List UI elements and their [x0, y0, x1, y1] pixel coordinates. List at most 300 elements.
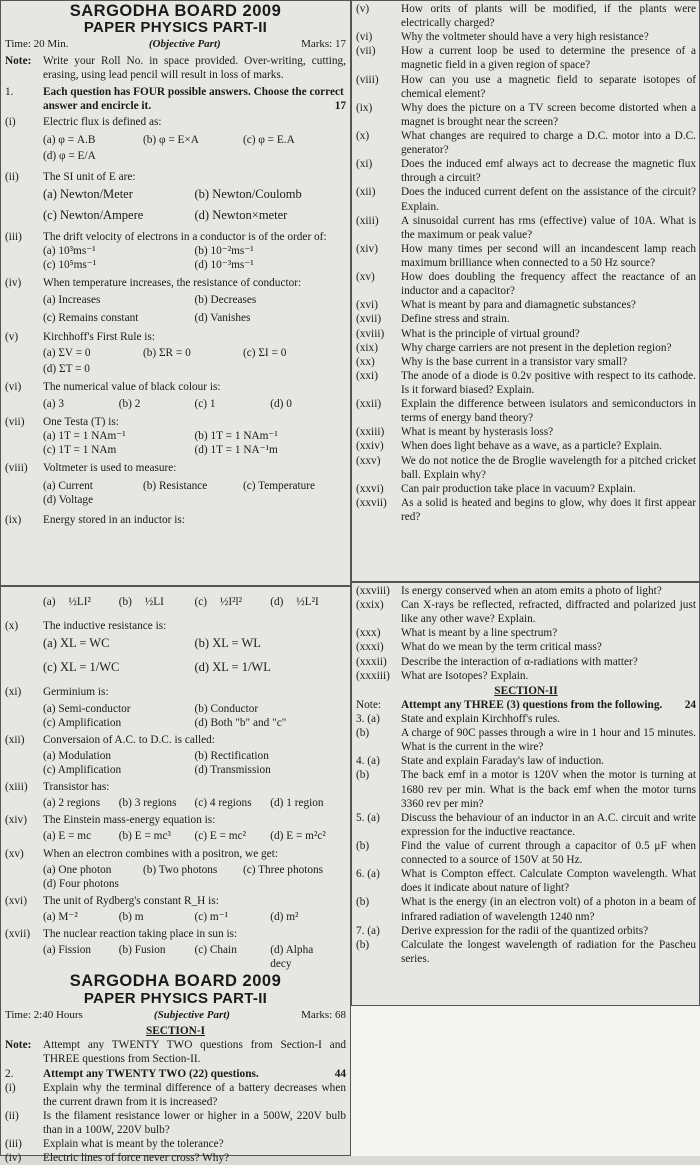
- question-number: (xxx): [356, 627, 381, 640]
- question-text: Does the induced current defent on the assistance of the circuit? Explain.: [401, 186, 696, 213]
- marks-label: Marks: 17: [301, 38, 346, 51]
- option: (c) Chain: [194, 944, 237, 957]
- question-number: (xxxiii): [356, 669, 390, 682]
- option-letter: (c): [194, 596, 208, 608]
- board-title: SARGODHA BOARD 2009: [69, 972, 282, 991]
- short-question: [356, 598, 696, 626]
- objective-meta: [5, 38, 346, 52]
- short-question: [356, 626, 696, 640]
- question-text: Derive expression for the radii of the quantized orbits?: [401, 924, 649, 937]
- time-label: Time: 20 Min.: [5, 38, 69, 51]
- mcq-ix-options: [5, 595, 346, 609]
- option: (d) Four photons: [43, 877, 119, 890]
- question-text: As a solid is heated and begins to glow, why does it first appear red?: [401, 496, 696, 523]
- short-question: [356, 369, 696, 397]
- mcq-ix: [5, 513, 346, 527]
- mcq-question: The Einstein mass-energy equation is:: [43, 814, 216, 827]
- question-text: Define stress and strain.: [401, 313, 510, 326]
- mcq-number: (xiii): [5, 781, 28, 794]
- mcq-number: (ii): [5, 170, 19, 183]
- question-text: The anode of a diode is 0.2v positive with respect to its cathode. Is it forward biased? Explain.: [401, 369, 696, 396]
- part-label: (Objective Part): [148, 38, 221, 51]
- question-text: A charge of 90C passes through a wire in 1 hour and 15 minutes. What is the current in the wire?: [401, 727, 696, 754]
- mcq-question: The SI unit of E are:: [43, 170, 136, 183]
- mcq-number: (xi): [5, 686, 22, 699]
- mcq-xii: [5, 733, 346, 747]
- short-question: [356, 669, 696, 683]
- question-number: 3. (a): [356, 712, 380, 725]
- mcq-question: The nuclear reaction taking place in sun is:: [43, 928, 238, 941]
- mcq-iv: [5, 276, 346, 290]
- option: (c) φ = E.A: [242, 134, 295, 147]
- option: (d) Transmission: [194, 764, 271, 777]
- option-value: ½I²l²: [219, 596, 243, 608]
- note-text: Attempt any THREE (3) questions from the following.: [401, 698, 663, 711]
- option: (a) XL = WC: [43, 636, 110, 651]
- question-number: (xi): [356, 158, 373, 171]
- option: (a) 10³ms⁻¹: [43, 245, 96, 258]
- option: (c) Newton/Ampere: [43, 208, 144, 223]
- mcq-v: [5, 330, 346, 344]
- blank-area: [351, 1006, 700, 1156]
- question-text: How orits of plants will be modified, if the plants were electrically charged?: [401, 3, 696, 30]
- sq-number: (ii): [5, 1109, 19, 1122]
- mcq-xv-options: [5, 863, 346, 877]
- short-question: [356, 439, 696, 453]
- mcq-xiii-options: [5, 796, 346, 810]
- question-text: A sinusoidal current has rms (effective) value of 10A. What is the maximum or peak value?: [401, 214, 696, 241]
- question-text: What is the principle of virtual ground?: [401, 327, 580, 340]
- mcq-number: (viii): [5, 462, 28, 475]
- option: (b) 2: [118, 398, 141, 411]
- short-question: [356, 44, 696, 72]
- question-number: 6. (a): [356, 868, 380, 881]
- sq-text: Electric lines of force never cross? Why?: [43, 1152, 230, 1165]
- question-text: What are Isotopes? Explain.: [401, 669, 529, 682]
- mcq-number: (xvii): [5, 928, 31, 941]
- option: (b) Conductor: [194, 702, 259, 715]
- sq-number: (iv): [5, 1152, 22, 1165]
- short-question: [356, 101, 696, 129]
- question-text: State and explain Kirchhoff's rules.: [401, 712, 561, 725]
- mcq-question: The drift velocity of electrons in a conductor is of the order of:: [43, 230, 327, 243]
- mcq-xvii-options: [5, 943, 346, 971]
- question-number: (xxv): [356, 454, 381, 467]
- question-text: Why the voltmeter should have a very high resistance?: [401, 31, 649, 44]
- short-question: [5, 1137, 346, 1151]
- option: (a) Modulation: [43, 749, 112, 762]
- long-question: [356, 754, 696, 768]
- mcq-question: Energy stored in an inductor is:: [43, 513, 185, 526]
- sq-text: Explain why the terminal difference of a battery decreases when the current drawn from it is increased?: [43, 1081, 346, 1108]
- option: (a) Increases: [43, 294, 101, 307]
- question-text: What is the energy (in an electron volt) of a photon in a beam of infrared radiation of wavelength 1240 nm?: [401, 896, 696, 923]
- question-number: (xx): [356, 355, 375, 368]
- mcq-xi-options: [5, 702, 346, 730]
- mcq-vi: [5, 380, 346, 394]
- question-number: 5. (a): [356, 811, 380, 824]
- option: (a) Newton/Meter: [43, 186, 133, 201]
- subjective-note: [5, 1038, 346, 1066]
- question-text: Can pair production take place in vacuum? Explain.: [401, 482, 636, 495]
- short-question: [356, 425, 696, 439]
- mcq-v-option-d: [5, 362, 346, 376]
- option-value: ½L²I: [296, 596, 319, 608]
- question-text: What is Compton effect. Calculate Compton wavelength. What does it indicate about nature of light?: [401, 868, 696, 895]
- objective-header: [5, 3, 346, 36]
- question-number: (xxvi): [356, 482, 384, 495]
- question-text: How many times per second will an incandescent lamp reach maximum brilliance when connected to a 50 Hz source?: [401, 242, 696, 269]
- option: (a) E = mc: [43, 830, 92, 843]
- question-number: (xxiv): [356, 440, 384, 453]
- question-text: What is meant by hysterasis loss?: [401, 426, 554, 439]
- mcq-question: One Testa (T) is:: [43, 416, 119, 429]
- option: (a) φ = A.B: [43, 134, 96, 147]
- q1-marks: 17: [334, 100, 346, 113]
- mcq-iii-options: [5, 244, 346, 272]
- section-2-title: SECTION-II: [494, 684, 558, 697]
- question-number: (xxxii): [356, 655, 387, 668]
- question-text: What do we mean by the term critical mass?: [401, 641, 602, 654]
- option: (b) φ = E×A: [142, 134, 199, 147]
- question-2-heading: [5, 1067, 346, 1081]
- question-number: (xxi): [356, 369, 378, 382]
- mcq-iii: [5, 230, 346, 244]
- option: (c) XL = 1/WC: [43, 659, 120, 674]
- mcq-xiv: [5, 813, 346, 827]
- question-text: Describe the interaction of α-radiations with matter?: [401, 655, 638, 668]
- short-question: [356, 482, 696, 496]
- mcq-xvii: [5, 927, 346, 941]
- mcq-vi-options: [5, 397, 346, 411]
- mcq-number: (iv): [5, 277, 22, 290]
- objective-panel-top: [0, 0, 351, 586]
- mcq-ii-options: [5, 187, 346, 224]
- short-question: [356, 157, 696, 185]
- question-number: (b): [356, 839, 370, 852]
- question-number: (xxix): [356, 599, 384, 612]
- option: (d) Alpha decy: [270, 944, 314, 971]
- mcq-number: (xii): [5, 733, 25, 746]
- question-number: (xvii): [356, 313, 382, 326]
- option: (b) 10⁻²ms⁻¹: [194, 245, 254, 258]
- mcq-question: When an electron combines with a positron, we get:: [43, 847, 278, 860]
- option: (d) 0: [270, 398, 292, 411]
- mcq-number: (v): [5, 330, 19, 343]
- option: (a) M⁻²: [43, 911, 78, 923]
- option: (b) Fusion: [118, 944, 166, 957]
- q1-number: 1.: [5, 86, 14, 99]
- question-number: (xviii): [356, 327, 385, 340]
- long-question: [356, 895, 696, 923]
- mcq-vii: [5, 415, 346, 429]
- option: (c) 4 regions: [194, 797, 252, 810]
- short-question: [5, 1081, 346, 1109]
- option: (c) 1T = 1 NAm: [43, 444, 117, 457]
- question-text: Find the value of current through a capacitor of 0.5 μF when connected to a source of 150V at 50 Hz.: [401, 839, 696, 867]
- short-question: [356, 30, 696, 44]
- option: (b) XL = WL: [194, 636, 261, 651]
- question-number: (xxxi): [356, 641, 384, 654]
- option: (c) Amplification: [43, 716, 122, 729]
- mcq-i-option-d: [5, 149, 346, 163]
- q2-number: 2.: [5, 1067, 14, 1080]
- note-row: [5, 54, 346, 82]
- mcq-viii-options: [5, 479, 346, 493]
- question-text: How can you use a magnetic field to separate isotopes of chemical element?: [401, 73, 696, 100]
- question-number: (xxviii): [356, 585, 390, 597]
- question-number: (x): [356, 129, 370, 142]
- mcq-question: The numerical value of black colour is:: [43, 380, 221, 393]
- paper-title: PAPER PHYSICS PART-II: [83, 989, 268, 1007]
- short-question: [356, 298, 696, 312]
- question-text: Why charge carriers are not present in the depletion region?: [401, 341, 672, 354]
- question-number: (xxiii): [356, 426, 385, 439]
- mcq-x-options: [5, 636, 346, 675]
- option: (d) Newton×meter: [194, 208, 288, 223]
- paper-title: PAPER PHYSICS PART-II: [83, 19, 268, 37]
- question-number: (ix): [356, 101, 373, 114]
- mcq-x: [5, 619, 346, 633]
- short-question: [356, 397, 696, 425]
- short-question: [356, 327, 696, 341]
- option: (d) ΣT = 0: [43, 362, 90, 375]
- sq-number: (i): [5, 1081, 16, 1094]
- question-text: Can X-rays be reflected, refracted, diffracted and polarized just like any other wave? Explain.: [401, 599, 696, 626]
- short-question-list-cont: [356, 584, 696, 683]
- mcq-viii-option-d: [5, 493, 346, 507]
- option: (b) ΣR = 0: [142, 346, 191, 359]
- short-question: [356, 640, 696, 654]
- option: (c) Temperature: [242, 479, 316, 492]
- question-number: (b): [356, 896, 370, 909]
- mcq-number: (ix): [5, 513, 22, 526]
- board-title: SARGODHA BOARD 2009: [69, 2, 282, 20]
- option: (c) ΣI = 0: [242, 346, 287, 359]
- question-number: (xxii): [356, 398, 382, 411]
- sq-number: (iii): [5, 1138, 22, 1151]
- mcq-question: Electric flux is defined as:: [43, 116, 162, 129]
- option: (d) Both "b" and "c": [194, 716, 287, 729]
- option: (c) Remains constant: [43, 312, 139, 325]
- mcq-number: (x): [5, 620, 19, 633]
- question-number: (xii): [356, 186, 376, 199]
- option: (d) m²: [270, 911, 299, 923]
- long-question-list: [356, 712, 696, 966]
- question-number: (vii): [356, 45, 376, 58]
- question-number: (viii): [356, 73, 379, 86]
- q1-text: Each question has FOUR possible answers. Choose the correct answer and encircle it.: [43, 86, 344, 113]
- question-text: Why is the base current in a transistor vary small?: [401, 355, 628, 368]
- mcq-question: The unit of Rydberg's constant R_H is:: [43, 894, 219, 907]
- question-number: (v): [356, 3, 370, 15]
- question-text: Discuss the behaviour of an inductor in an A.C. circuit and write expression for the inductive reactance.: [401, 811, 696, 838]
- question-text: State and explain Faraday's law of induction.: [401, 755, 605, 768]
- option: (d) φ = E/A: [43, 150, 96, 163]
- option: (d) Vanishes: [194, 312, 251, 325]
- mcq-number: (xvi): [5, 894, 27, 907]
- question-text: When does light behave as a wave, as a particle? Explain.: [401, 440, 662, 453]
- mcq-i-options: [5, 133, 346, 147]
- part-label: (Subjective Part): [153, 1008, 230, 1021]
- option: (d) 1 region: [270, 797, 324, 810]
- mcq-iv-options: [5, 293, 346, 325]
- mcq-question: Voltmeter is used to measure:: [43, 462, 177, 475]
- short-question: [356, 312, 696, 326]
- short-question: [356, 355, 696, 369]
- question-text: Does the induced emf always act to decrease the magnetic flux through a circuit?: [401, 158, 696, 185]
- question-text: What is meant by a line spectrum?: [401, 627, 558, 640]
- short-questions-panel: [351, 0, 700, 582]
- mcq-i: [5, 115, 346, 129]
- question-number: (b): [356, 938, 370, 951]
- option: (a) ΣV = 0: [43, 346, 91, 359]
- option: (a) 1T = 1 NAm⁻¹: [43, 430, 126, 443]
- option: (b) Two photons: [142, 863, 218, 876]
- mcq-number: (i): [5, 116, 16, 129]
- long-question: [356, 867, 696, 895]
- mcq-xv-option-d: [5, 877, 346, 891]
- sq-text: Explain what is meant by the tolerance?: [43, 1138, 224, 1151]
- option: (d) E = m²c²: [270, 830, 326, 843]
- long-question: [356, 768, 696, 810]
- long-question: [356, 712, 696, 726]
- mcq-xiv-options: [5, 829, 346, 843]
- option-value: ½LI: [144, 596, 164, 608]
- question-text: What changes are required to charge a D.C. motor into a D.C. generator?: [401, 129, 696, 157]
- short-question: [5, 1109, 346, 1137]
- mcq-number: (vi): [5, 380, 22, 393]
- option: (a) 3: [43, 398, 65, 411]
- question-text: How a current loop be used to determine the presence of a magnetic field in a given region of space?: [401, 45, 696, 72]
- option: (d) 10⁻³ms⁻¹: [194, 259, 254, 272]
- mcq-question: Conversaion of A.C. to D.C. is called:: [43, 733, 215, 746]
- question-number: (xv): [356, 271, 375, 284]
- mcq-question: Kirchhoff's First Rule is:: [43, 330, 155, 343]
- option: (d) XL = 1/WL: [194, 659, 271, 674]
- long-question: [356, 811, 696, 839]
- short-question: [356, 270, 696, 298]
- question-text: Calculate the longest wavelength of radiation for the Pascheu series.: [401, 938, 696, 965]
- long-question: [356, 839, 696, 867]
- question-text: Why does the picture on a TV screen become distorted when a magnet is brought near the screen?: [401, 101, 696, 128]
- mcq-question: The inductive resistance is:: [43, 620, 167, 633]
- objective-panel-bottom: [0, 586, 351, 1165]
- short-question: [356, 341, 696, 355]
- mcq-number: (iii): [5, 230, 22, 243]
- short-question: [356, 129, 696, 157]
- mcq-number: (vii): [5, 416, 25, 429]
- mcq-vii-options: [5, 429, 346, 457]
- note-text: Attempt any TWENTY TWO questions from Section-I and THREE questions from Section-II.: [43, 1039, 346, 1066]
- mcq-xi: [5, 685, 346, 699]
- long-question: [356, 938, 696, 966]
- option: (b) Resistance: [142, 479, 208, 492]
- option: (b) Newton/Coulomb: [194, 186, 302, 201]
- mcq-xv: [5, 847, 346, 861]
- option: (b) Decreases: [194, 294, 257, 307]
- mcq-xii-options: [5, 749, 346, 777]
- sq-text: Is the filament resistance lower or higher in a 500W, 220V bulb than in a 100W, 220V bulb?: [43, 1109, 346, 1137]
- question-number: (xix): [356, 341, 378, 354]
- note-label: Note:: [5, 54, 32, 67]
- mcq-ii: [5, 170, 346, 184]
- question-number: (vi): [356, 31, 373, 44]
- option: (d) 1T = 1 NA⁻¹m: [194, 444, 278, 457]
- question-number: (xiii): [356, 214, 379, 227]
- mcq-xvi-options: [5, 910, 346, 924]
- short-question: [356, 2, 696, 30]
- mcq-xvi: [5, 894, 346, 908]
- question-number: 4. (a): [356, 755, 380, 768]
- time-label: Time: 2:40 Hours: [5, 1008, 83, 1021]
- option: (c) 10⁵ms⁻¹: [43, 259, 97, 272]
- subjective-meta: [5, 1009, 346, 1023]
- question-text: Is energy conserved when an atom emits a photo of light?: [401, 585, 662, 597]
- option: (c) m⁻¹: [194, 911, 228, 923]
- note-label: Note:: [356, 698, 382, 711]
- option: (c) E = mc²: [194, 830, 246, 843]
- option: (c) Amplification: [43, 764, 122, 777]
- short-question: [356, 214, 696, 242]
- option-value: ½LI²: [68, 596, 91, 608]
- short-question: [356, 454, 696, 482]
- q2-text: Attempt any TWENTY TWO (22) questions.: [43, 1067, 259, 1080]
- question-text: Explain the difference between isulators and semiconductors in terms of energy band theory?: [401, 398, 696, 425]
- mcq-question: Transistor has:: [43, 781, 110, 794]
- question-text: The back emf in a motor is 120V when the motor is turning at 1680 rev per min. What is the back emf when the motor turns 3360 rev per min?: [401, 769, 696, 810]
- option: (c) 1: [194, 398, 216, 411]
- option: (b) 3 regions: [118, 797, 177, 810]
- question-text: We do not notice the de Broglie wavelength for a pitched cricket ball. Explain why?: [401, 454, 696, 481]
- question-number: (xvi): [356, 299, 378, 312]
- question-text: How does doubling the frequency affect the reactance of an inductor and a capacitor?: [401, 271, 696, 298]
- option: (a) 2 regions: [43, 797, 101, 810]
- mcq-viii: [5, 461, 346, 475]
- question-number: (b): [356, 769, 370, 782]
- option-letter: (b): [118, 596, 132, 608]
- mcq-number: (xv): [5, 847, 24, 860]
- short-question-list: [356, 2, 696, 524]
- short-question: [356, 242, 696, 270]
- option: (a) Fission: [43, 944, 92, 957]
- long-question: [356, 924, 696, 938]
- note-text: Write your Roll No. in space provided. Over-writing, cutting, erasing, using lead pencil will result in loss of marks.: [43, 54, 346, 81]
- section-1-title: SECTION-I: [145, 1025, 205, 1038]
- option: (b) E = mc³: [118, 830, 171, 843]
- question-1-heading: [5, 85, 346, 113]
- option: (b) 1T = 1 NAm⁻¹: [194, 430, 278, 443]
- q2-marks: 44: [334, 1067, 346, 1080]
- mcq-v-options: [5, 346, 346, 360]
- short-question: [356, 655, 696, 669]
- mcq-question: When temperature increases, the resistance of conductor:: [43, 277, 302, 290]
- mcq-question: Germinium is:: [43, 686, 109, 699]
- option-letter: (a): [43, 596, 56, 608]
- question-number: 7. (a): [356, 924, 380, 937]
- long-question: [356, 726, 696, 754]
- subjective-header: [5, 973, 346, 1006]
- short-question: [356, 496, 696, 524]
- section-2-marks: 24: [684, 698, 696, 711]
- option-letter: (d): [270, 596, 284, 608]
- question-number: (xiv): [356, 242, 378, 255]
- short-question: [5, 1151, 346, 1165]
- short-question: [356, 584, 696, 598]
- marks-label: Marks: 68: [301, 1008, 346, 1021]
- option: (a) Current: [43, 479, 93, 492]
- option: (a) One photon: [43, 863, 112, 876]
